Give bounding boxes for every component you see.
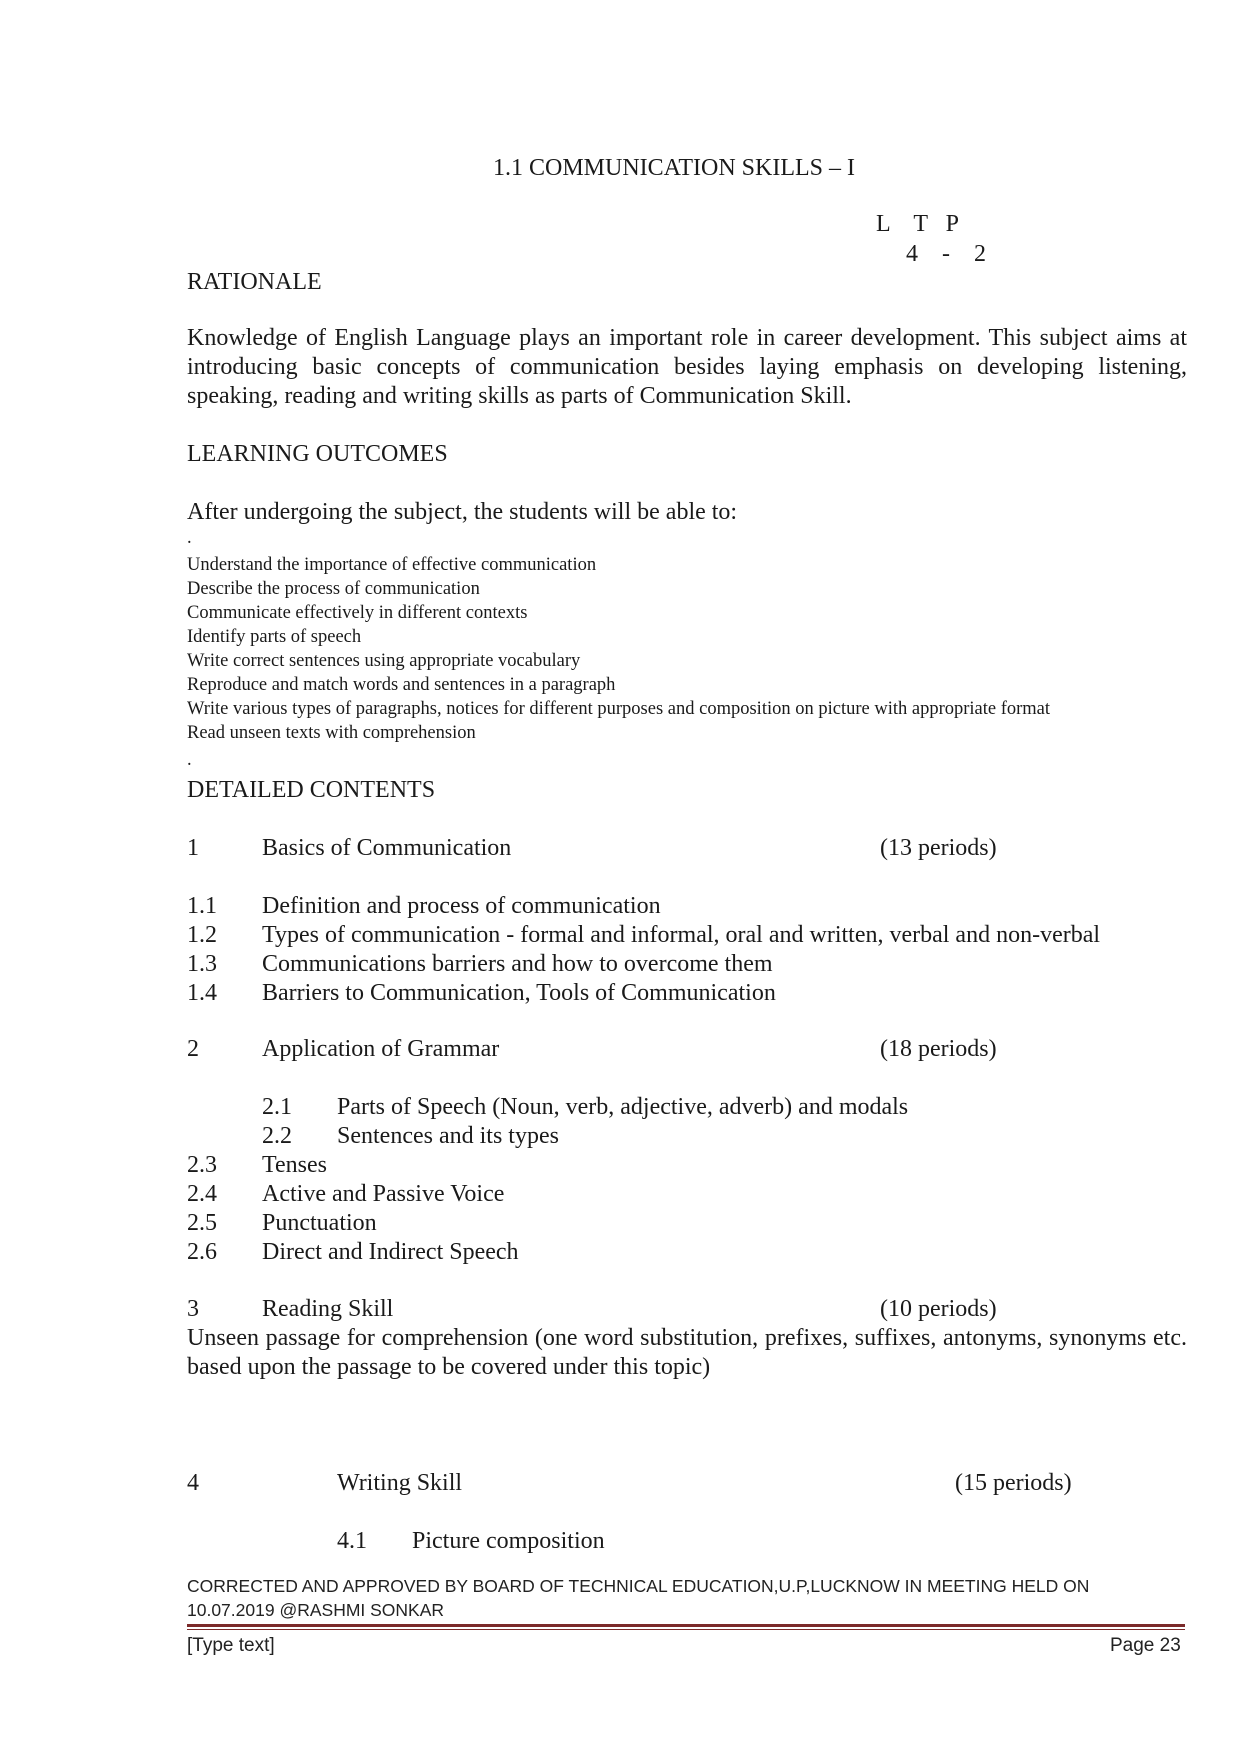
unit-periods: (13 periods) bbox=[880, 835, 997, 861]
unit-periods: (15 periods) bbox=[955, 1470, 1072, 1496]
topic-text: Barriers to Communication, Tools of Communication bbox=[262, 980, 776, 1006]
outcome-item: Write correct sentences using appropriate vocabulary bbox=[187, 651, 581, 671]
page-title: 1.1 COMMUNICATION SKILLS – I bbox=[493, 155, 856, 181]
ltp-header: L T P bbox=[876, 211, 959, 237]
unit-number: 4 bbox=[187, 1470, 199, 1496]
topic-number: 2.3 bbox=[187, 1152, 217, 1178]
unit-number: 1 bbox=[187, 835, 199, 861]
unit-number: 2 bbox=[187, 1036, 199, 1062]
unit-title: Reading Skill bbox=[262, 1296, 394, 1322]
topic-number: 2.2 bbox=[262, 1123, 292, 1149]
topic-number: 1.3 bbox=[187, 951, 217, 977]
footer-rule-thick bbox=[187, 1624, 1185, 1627]
topic-text: Punctuation bbox=[262, 1210, 377, 1236]
topic-text: Types of communication - formal and informal, oral and written, verbal and non-verbal bbox=[262, 922, 1101, 948]
topic-text: Picture composition bbox=[412, 1528, 605, 1554]
footer-rule-thin bbox=[187, 1629, 1185, 1630]
outcome-item: Identify parts of speech bbox=[187, 627, 362, 647]
topic-number: 1.1 bbox=[187, 893, 217, 919]
rationale-heading: RATIONALE bbox=[187, 269, 322, 295]
topic-number: 2.6 bbox=[187, 1239, 217, 1265]
topic-text: Sentences and its types bbox=[337, 1123, 559, 1149]
topic-number: 2.4 bbox=[187, 1181, 217, 1207]
topic-number: 4.1 bbox=[337, 1528, 367, 1554]
outcome-item: Read unseen texts with comprehension bbox=[187, 723, 476, 743]
topic-number: 2.5 bbox=[187, 1210, 217, 1236]
detailed-contents-heading: DETAILED CONTENTS bbox=[187, 777, 436, 803]
outcome-item: Understand the importance of effective communication bbox=[187, 555, 597, 575]
outcome-item: Communicate effectively in different contexts bbox=[187, 603, 528, 623]
outcome-item: Reproduce and match words and sentences in a paragraph bbox=[187, 675, 616, 695]
footer-approval-note: CORRECTED AND APPROVED BY BOARD OF TECHNICAL EDUCATION,U.P,LUCKNOW IN MEETING HELD ON bbox=[187, 1576, 1090, 1596]
unit-periods: (18 periods) bbox=[880, 1036, 997, 1062]
footer-left-text: [Type text] bbox=[187, 1635, 275, 1656]
rationale-text: Knowledge of English Language plays an important role in career development. This subject aims at introducing basic concepts of communication besides laying emphasis on developing listening, speaking, reading and writing skills as parts of Communication Skill. bbox=[187, 325, 1187, 409]
topic-number: 1.2 bbox=[187, 922, 217, 948]
footer-page-number: Page 23 bbox=[1110, 1635, 1181, 1656]
outcome-item: Write various types of paragraphs, notices for different purposes and composition on picture with appropriate format bbox=[187, 699, 1051, 719]
topic-text: Communications barriers and how to overcome them bbox=[262, 951, 773, 977]
unit-title: Writing Skill bbox=[337, 1470, 463, 1496]
learning-outcomes-intro: After undergoing the subject, the students will be able to: bbox=[187, 499, 738, 525]
outcome-item: Describe the process of communication bbox=[187, 579, 480, 599]
footer-approval-note-line2: 10.07.2019 @RASHMI SONKAR bbox=[187, 1600, 445, 1620]
topic-text: Active and Passive Voice bbox=[262, 1181, 505, 1207]
outcomes-dot: . bbox=[187, 528, 192, 548]
unit-periods: (10 periods) bbox=[880, 1296, 997, 1322]
topic-number: 1.4 bbox=[187, 980, 217, 1006]
ltp-values: 4 - 2 bbox=[906, 241, 986, 267]
unit-description: Unseen passage for comprehension (one word substitution, prefixes, suffixes, antonyms, synonyms etc. based upon the passage to be covered under this topic) bbox=[187, 1325, 1187, 1380]
topic-text: Parts of Speech (Noun, verb, adjective, adverb) and modals bbox=[337, 1094, 909, 1120]
unit-title: Basics of Communication bbox=[262, 835, 512, 861]
learning-outcomes-heading: LEARNING OUTCOMES bbox=[187, 441, 448, 467]
unit-number: 3 bbox=[187, 1296, 199, 1322]
unit-title: Application of Grammar bbox=[262, 1036, 500, 1062]
topic-number: 2.1 bbox=[262, 1094, 292, 1120]
topic-text: Direct and Indirect Speech bbox=[262, 1239, 519, 1265]
outcomes-dot-end: . bbox=[187, 750, 192, 770]
topic-text: Tenses bbox=[262, 1152, 327, 1178]
topic-text: Definition and process of communication bbox=[262, 893, 661, 919]
